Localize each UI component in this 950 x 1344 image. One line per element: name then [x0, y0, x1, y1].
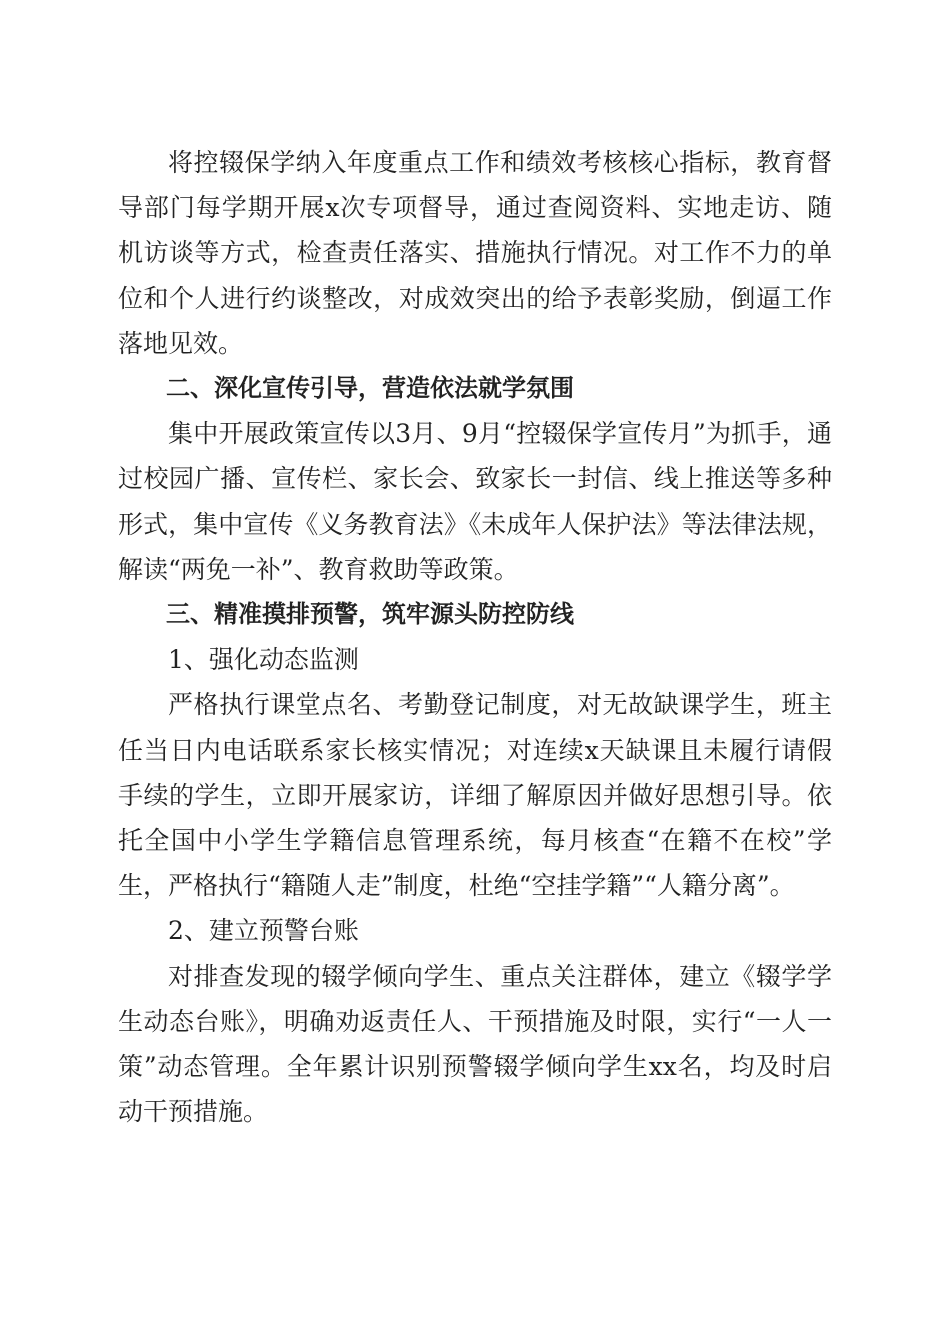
paragraph-monitoring: 严格执行课堂点名、考勤登记制度，对无故缺课学生，班主任当日内电话联系家长核实情况；对连续x天缺课且未履行请假手续的学生，立即开展家访，详细了解原因并做好思想引导。依托全国中小学生学籍信息管理系统，每月核查“在籍不在校”学生，严格执行“籍随人走”制度，杜绝“空挂学籍”“人籍分离”。 [118, 690, 832, 901]
paragraph-supervision: 将控辍保学纳入年度重点工作和绩效考核核心指标，教育督导部门每学期开展x次专项督导，通过查阅资料、实地走访、随机访谈等方式，检查责任落实、措施执行情况。对工作不力的单位和个人进行约谈整改，对成效突出的给予表彰奖励，倒逼工作落地见效。 [118, 148, 832, 358]
subheading-monitoring: 1、强化动态监测 [168, 645, 359, 675]
section-heading-2: 二、深化宣传引导，营造依法就学氛围 [166, 374, 574, 403]
subheading-ledger: 2、建立预警台账 [168, 916, 359, 946]
paragraph-publicity: 集中开展政策宣传以3月、9月“控辍保学宣传月”为抓手，通过校园广播、宣传栏、家长会、致家长一封信、线上推送等多种形式，集中宣传《义务教育法》《未成年人保护法》等法律法规，解读“两免一补”、教育救助等政策。 [118, 419, 832, 584]
document-page [118, 140, 832, 1134]
paragraph-ledger: 对排查发现的辍学倾向学生、重点关注群体，建立《辍学学生动态台账》，明确劝返责任人、干预措施及时限，实行“一人一策”动态管理。全年累计识别预警辍学倾向学生xx名，均及时启动干预措施。 [118, 961, 832, 1127]
section-heading-3: 三、精准摸排预警，筑牢源头防控防线 [166, 600, 574, 629]
